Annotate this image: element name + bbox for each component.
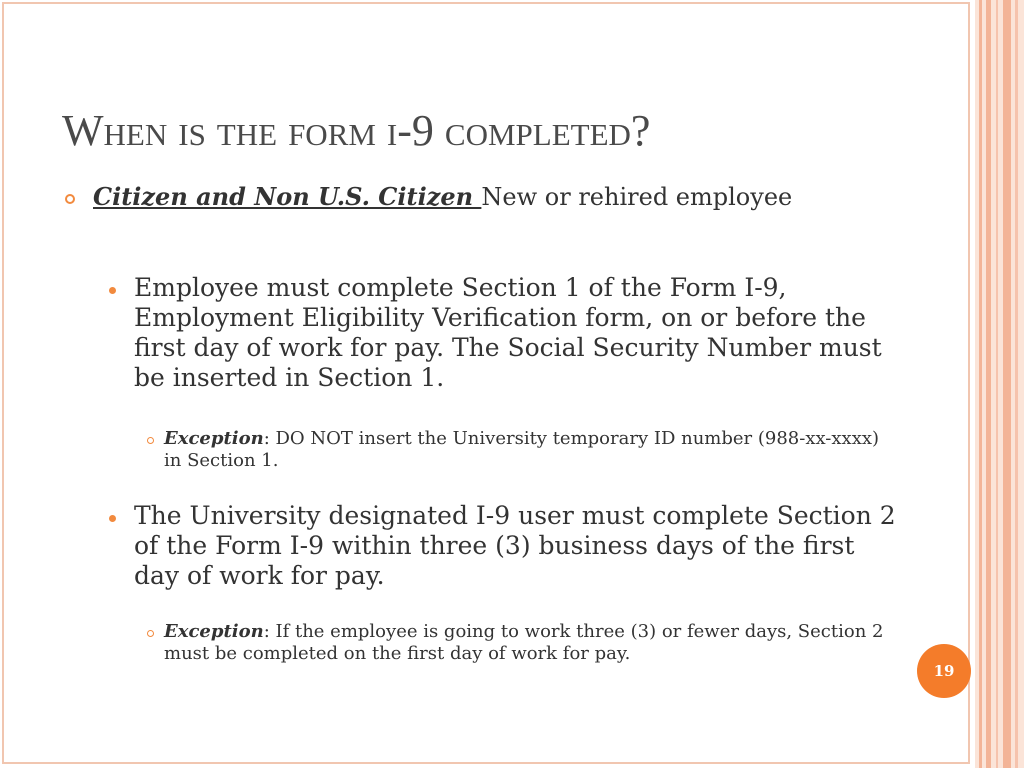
bullet-small-ring-icon — [147, 437, 154, 444]
sub-bullet-section-1: Employee must complete Section 1 of the Form I-9, Employment Eligibility Verification form, on or before the first day of work for pay. The Social Security Number must be inserted in Section 1. — [134, 273, 882, 392]
bullet-citizen-lead: Citizen and Non U.S. Citizen — [93, 182, 482, 211]
exception-text: : DO NOT insert the University temporary ID number (988-xx-xxxx) in Section 1. — [164, 428, 880, 471]
exception-section-1 — [164, 428, 884, 472]
stripe — [996, 0, 998, 768]
stripe — [1003, 0, 1011, 768]
exception-label: Exception — [164, 621, 264, 642]
sub-bullet-section-2: The University designated I-9 user must complete Section 2 of the Form I-9 within three (3) business days of the first day of work for pay. — [134, 501, 896, 590]
bullet-dot-icon — [109, 287, 116, 294]
page-number-badge: 19 — [917, 644, 971, 698]
exception-section-2 — [164, 621, 884, 665]
exception-label: Exception — [164, 428, 264, 449]
stripe — [986, 0, 991, 768]
bullet-citizen — [93, 181, 813, 213]
stripe — [1015, 0, 1018, 768]
slide-title: When is the form i-9 completed? — [62, 106, 651, 155]
bullet-small-ring-icon — [147, 630, 154, 637]
bullet-citizen-text: New or rehired employee — [481, 183, 793, 211]
exception-text: : If the employee is going to work three (3) or fewer days, Section 2 must be completed on the first day of work for pay. — [164, 621, 884, 664]
bullet-dot-icon — [109, 515, 116, 522]
bullet-ring-icon — [65, 194, 75, 204]
stripe — [979, 0, 982, 768]
